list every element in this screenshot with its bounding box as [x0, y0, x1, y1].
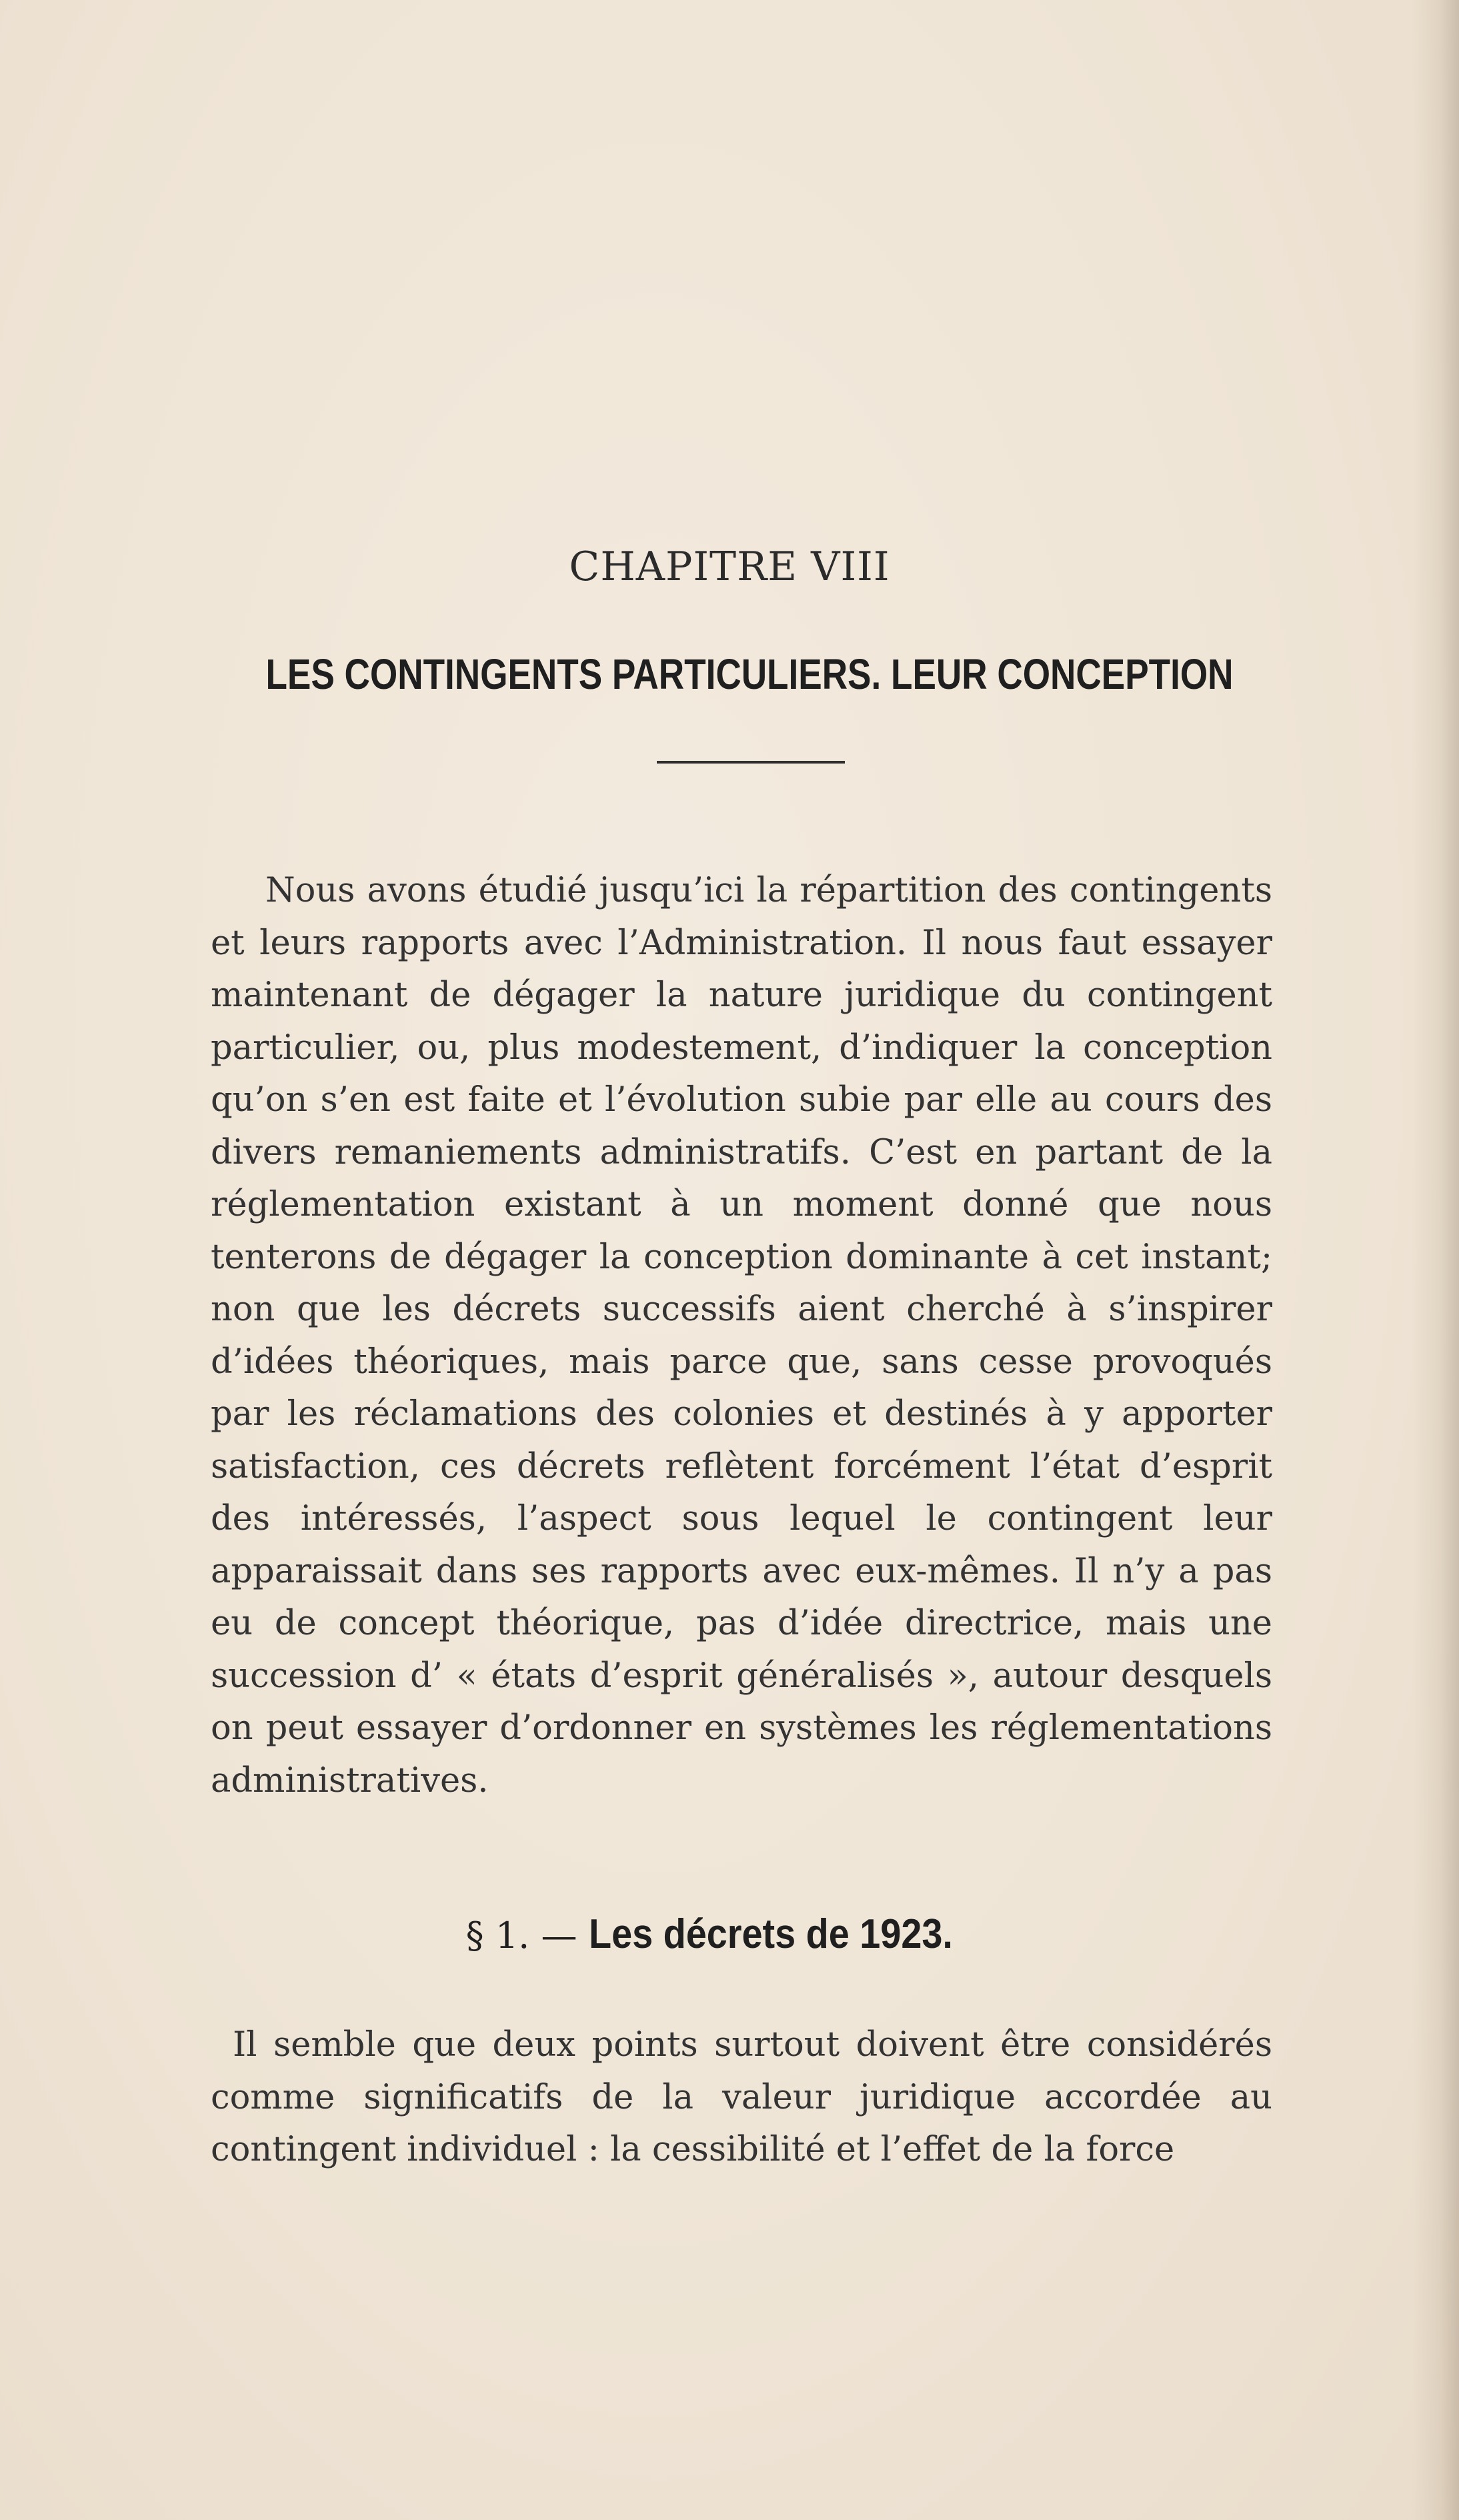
title-divider	[657, 761, 845, 764]
section-heading	[0, 1911, 1459, 1958]
section-number: § 1. —	[465, 1915, 577, 1957]
chapter-title: LES CONTINGENTS PARTICULIERS. LEUR CONCEPTION	[265, 650, 1234, 698]
section-title: Les décrets de 1923.	[588, 1911, 953, 1957]
section-paragraph: Il semble que deux points surtout doivent être considérés comme significatifs de la valeur juridique accordée au contingent individuel : la cessibilité et l’effet de la force	[211, 2025, 1272, 2169]
page-edge-shadow	[1412, 0, 1459, 2520]
intro-paragraph: Nous avons étudié jusqu’ici la répartition des contingents et leurs rapports avec l’Administration. Il nous faut essayer maintenant de dégager la nature juridique du contingent particulier, ou, plus modestement, d’indiquer la conception qu’on s’en est faite et l’évolution subie par elle au cours des divers remaniements administratifs. C’est en partant de la réglementation existant à un moment donné que nous tenterons de dégager la conception dominante à cet instant; non que les décrets successifs aient cherché à s’inspirer d’idées théoriques, mais parce que, sans cesse provoqués par les réclamations des colonies et destinés à y apporter satisfaction, ces décrets reflètent forcément l’état d’esprit des intéressés, l’aspect sous lequel le contingent leur apparaissait dans ses rapports avec eux-mêmes. Il n’y a pas eu de concept théorique, pas d’idée directrice, mais une succession d’ « états d’esprit généralisés », autour desquels on peut essayer d’ordonner en systèmes les réglementations administratives.	[211, 871, 1272, 1800]
chapter-heading: CHAPITRE VIII	[569, 543, 890, 590]
